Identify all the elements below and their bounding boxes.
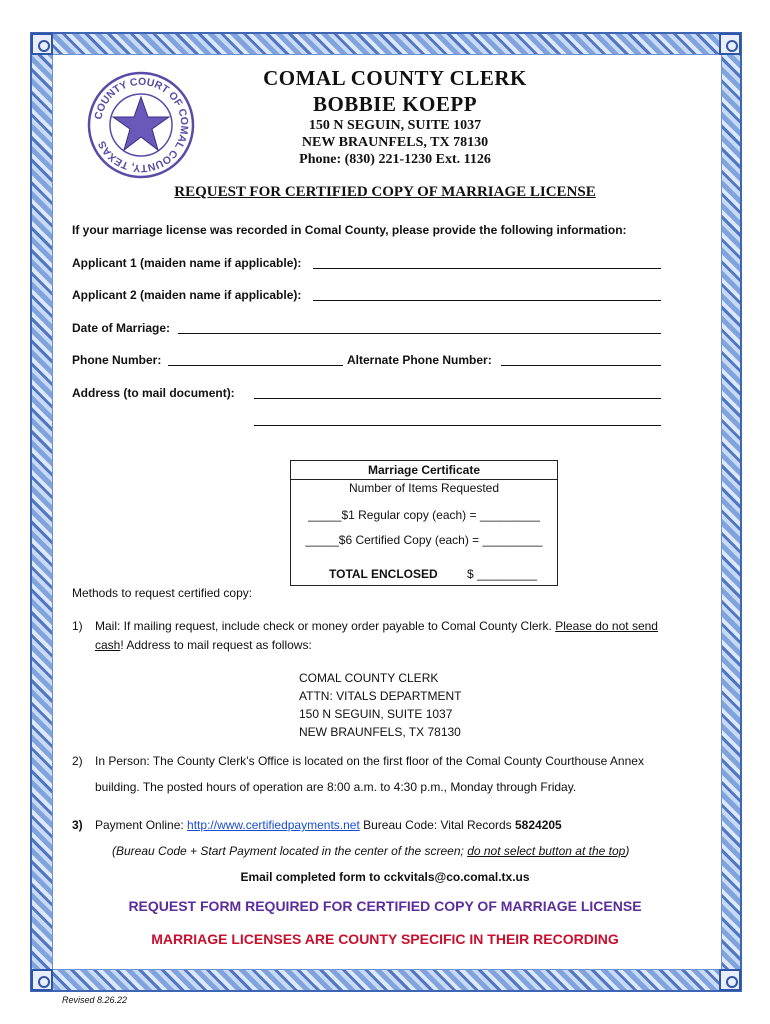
methods-label: Methods to request certified copy: [72,586,253,600]
notice-required: REQUEST FORM REQUIRED FOR CERTIFIED COPY OF MARRIAGE LICENSE [128,898,642,914]
in-person-number: 2) [72,754,83,768]
corner-ornament [31,33,53,55]
applicant1-label: Applicant 1 (maiden name if applicable): [72,256,302,270]
county-seal [86,70,196,180]
address-line-2: NEW BRAUNFELS, TX 78130 [301,135,489,150]
alt-phone-field[interactable] [501,365,661,366]
in-person-line-2: building. The posted hours of operation are 8:00 a.m. to 4:30 p.m., Monday through Friday. [95,780,577,794]
phone-field[interactable] [168,365,343,366]
in-person-line-1: In Person: The County Clerk’s Office is located on the first floor of the Comal County Courthouse Annex [95,754,644,768]
applicant1-field[interactable] [313,268,661,269]
applicant2-label: Applicant 2 (maiden name if applicable): [72,288,302,302]
clerk-name: BOBBIE KOEPP [312,92,478,116]
mail-number: 1) [72,619,83,633]
total-value[interactable]: $ _________ [467,567,538,581]
mail-line-1: Mail: If mailing request, include check or money order payable to Comal County Clerk. Please do not send [95,619,658,633]
mail-address-line: COMAL COUNTY CLERK [299,671,439,685]
address-field-1[interactable] [254,398,661,399]
corner-ornament [719,33,741,55]
certificate-box-subtitle: Number of Items Requested [348,481,500,495]
mail-address-line: ATTN: VITALS DEPARTMENT [299,689,462,703]
bureau-code: 5824205 [515,818,562,832]
address-line-1: 150 N SEGUIN, SUITE 1037 [308,118,482,133]
mail-line-2: cash! Address to mail request as follows: [95,638,312,652]
total-label: TOTAL ENCLOSED [329,567,438,581]
certificate-box [290,460,558,586]
regular-copy-line[interactable]: _____$1 Regular copy (each) = _________ [308,508,540,522]
payment-link[interactable]: http://www.certifiedpayments.net [187,818,360,832]
online-line: Payment Online: http://www.certifiedpayments.net Bureau Code: Vital Records 5824205 [95,818,562,832]
certificate-box-title: Marriage Certificate [291,461,557,480]
online-number: 3) [72,818,83,832]
revised-date: Revised 8.26.22 [62,995,128,1005]
address-field-2[interactable] [254,425,661,426]
notice-county-specific: MARRIAGE LICENSES ARE COUNTY SPECIFIC IN THEIR RECORDING [151,931,619,947]
mail-address-line: 150 N SEGUIN, SUITE 1037 [299,707,453,721]
page-title: REQUEST FOR CERTIFIED COPY OF MARRIAGE LICENSE [174,184,596,200]
certified-copy-line[interactable]: _____$6 Certified Copy (each) = _________ [305,533,543,547]
corner-ornament [31,969,53,991]
phone-line: Phone: (830) 221-1230 Ext. 1126 [299,152,491,167]
date-field[interactable] [178,333,661,334]
mail-address-line: NEW BRAUNFELS, TX 78130 [299,725,461,739]
email-instruction: Email completed form to cckvitals@co.comal.tx.us [240,870,530,884]
mail-warning: Please do not send [555,619,658,633]
phone-label: Phone Number: [72,353,162,367]
star-icon [113,97,169,150]
intro-text: If your marriage license was recorded in Comal County, please provide the following information: [72,223,627,237]
date-label: Date of Marriage: [72,321,171,335]
alt-phone-label: Alternate Phone Number: [347,353,492,367]
corner-ornament [719,969,741,991]
address-label: Address (to mail document): [72,386,235,400]
online-note: (Bureau Code + Start Payment located in the center of the screen; do not select button at the top) [112,844,630,858]
applicant2-field[interactable] [313,300,661,301]
office-name: COMAL COUNTY CLERK [263,66,527,90]
svg-text:COUNTY COURT OF COMAL COUNTY,: COUNTY COURT OF COMAL COUNTY, TEXAS [92,75,191,175]
